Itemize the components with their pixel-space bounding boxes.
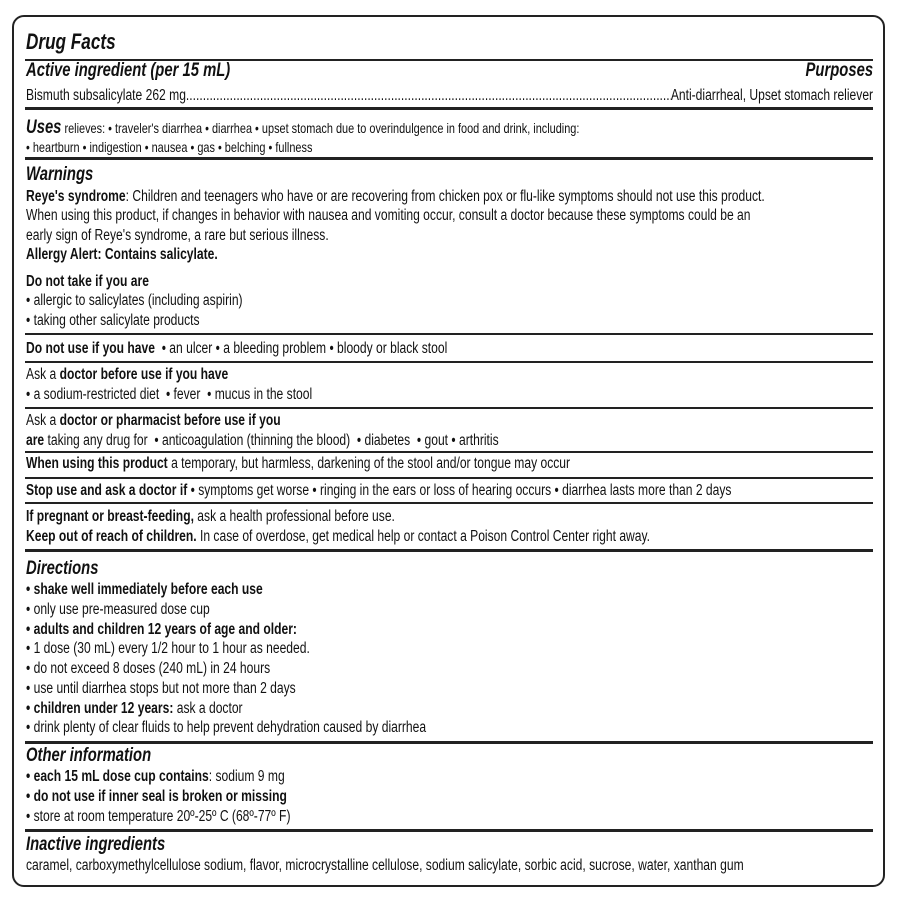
divider (25, 451, 873, 453)
divider (25, 741, 873, 744)
warnings-heading: Warnings (26, 164, 94, 185)
bold-text: • each 15 mL dose cup contains (26, 768, 209, 785)
text: : sodium 9 mg (208, 768, 285, 785)
text: • store at room temperature 20º-25º C (68º-77º F) (26, 808, 291, 825)
divider (25, 157, 873, 160)
directions-line (26, 659, 873, 679)
directions-line (26, 600, 873, 620)
do-not-use-text: • an ulcer • a bleeding problem • bloody or black stool (154, 340, 448, 357)
bold-text: • do not use if inner seal is broken or missing (26, 788, 287, 805)
other-line (26, 767, 873, 787)
keep-text: In case of overdose, get medical help or contact a Poison Control Center right away. (196, 528, 651, 545)
directions-line (26, 620, 873, 640)
directions-heading: Directions (26, 558, 99, 579)
uses-text: relieves: • traveler's diarrhea • diarrhea • upset stomach due to overindulgence in food and drink, including: (61, 120, 580, 136)
ask-doctor-prefix: Ask a (26, 366, 60, 383)
do-not-take-item: • taking other salicylate products (26, 312, 200, 329)
pregnant-text: ask a health professional before use. (193, 508, 395, 525)
allergy-alert: Allergy Alert: Contains salicylate. (26, 246, 218, 263)
divider (25, 333, 873, 335)
divider (25, 549, 873, 552)
ingredient: Bismuth subsalicylate 262 mg (26, 87, 186, 104)
stop-use-label: Stop use and ask a doctor if (26, 482, 188, 499)
bold-text: • children under 12 years: (26, 699, 174, 717)
other-line (26, 787, 873, 807)
ask-pharmacist-text (26, 431, 873, 451)
do-not-use-label: Do not use if you have (26, 340, 155, 357)
divider (25, 502, 873, 504)
reye-line-1 (26, 187, 873, 207)
reye-text: : Children and teenagers who have or are recovering from chicken pox or flu-like symptoms should not use this product. (125, 188, 765, 205)
ask-pharm-prefix: Ask a (26, 412, 60, 429)
pregnant-label: If pregnant or breast-feeding, (26, 508, 194, 525)
divider (25, 361, 873, 363)
directions-line (26, 718, 873, 738)
reye-label: Reye's syndrome (26, 188, 126, 205)
purpose: Anti-diarrheal, Upset stomach reliever (670, 87, 874, 104)
do-not-take-heading: Do not take if you are (26, 273, 149, 290)
ask-doctor-heading (26, 365, 873, 385)
text: • only use pre-measured dose cup (26, 600, 210, 618)
other-info-heading: Other information (26, 745, 152, 766)
directions-line (26, 699, 873, 719)
ask-pharmacist-heading (26, 411, 873, 431)
uses-line-2: • heartburn • indigestion • nausea • gas • belching • fullness (26, 139, 313, 155)
are-label: are (26, 432, 45, 449)
bold-text: • adults and children 12 years of age and older: (26, 620, 297, 638)
text: • do not exceed 8 doses (240 mL) in 24 hours (26, 660, 271, 677)
inactive-heading: Inactive ingredients (26, 834, 166, 855)
directions-line (26, 639, 873, 659)
divider (25, 407, 873, 409)
dot-leader (186, 86, 671, 106)
divider (25, 477, 873, 479)
ask-pharm-items: taking any drug for • anticoagulation (thinning the blood) • diabetes • gout • arthritis (44, 432, 499, 449)
active-heading: Active ingredient (per 15 mL) (26, 60, 231, 81)
pregnant (26, 507, 873, 527)
text: ask a doctor (173, 699, 243, 717)
text: • drink plenty of clear fluids to help prevent dehydration caused by diarrhea (26, 719, 427, 737)
bold-text: • shake well immediately before each use (26, 581, 263, 598)
reye-line-2: When using this product, if changes in behavior with nausea and vomiting occur, consult a doctor because these symptoms could be an (26, 207, 751, 224)
directions-line (26, 679, 873, 699)
keep-label: Keep out of reach of children. (26, 528, 197, 545)
ask-doctor-label: doctor before use if you have (59, 366, 229, 383)
when-using-text: a temporary, but harmless, darkening of the stool and/or tongue may occur (167, 455, 571, 472)
divider (25, 829, 873, 832)
ask-pharm-label: doctor or pharmacist before use if you (59, 412, 281, 429)
reye-line-3: early sign of Reye's syndrome, a rare but serious illness. (26, 227, 329, 244)
text: • use until diarrhea stops but not more than 2 days (26, 679, 296, 697)
divider (25, 107, 873, 110)
uses-line-1 (26, 118, 873, 138)
uses-heading: Uses (26, 117, 62, 138)
directions-line (26, 580, 873, 600)
purposes-heading: Purposes (805, 60, 874, 81)
do-not-take-item: • allergic to salicylates (including aspirin) (26, 292, 243, 309)
stop-use (26, 481, 873, 501)
page-title: Drug Facts (26, 29, 116, 54)
when-using-label: When using this product (26, 455, 168, 472)
text: • 1 dose (30 mL) every 1/2 hour to 1 hour as needed. (26, 640, 310, 658)
other-line (26, 807, 873, 827)
active-ingredient-header (26, 61, 873, 81)
keep-out-of-reach (26, 527, 873, 547)
ask-doctor-items: • a sodium-restricted diet • fever • mucus in the stool (26, 386, 313, 403)
inactive-ingredients-text: caramel, carboxymethylcellulose sodium, flavor, microcrystalline cellulose, sodium salicylate, sorbic acid, sucrose, water, xanthan gum (26, 857, 744, 874)
active-ingredient-row (26, 86, 873, 106)
when-using (26, 454, 873, 474)
stop-use-text: • symptoms get worse • ringing in the ears or loss of hearing occurs • diarrhea lasts more than 2 days (187, 482, 732, 499)
do-not-use (26, 339, 873, 359)
